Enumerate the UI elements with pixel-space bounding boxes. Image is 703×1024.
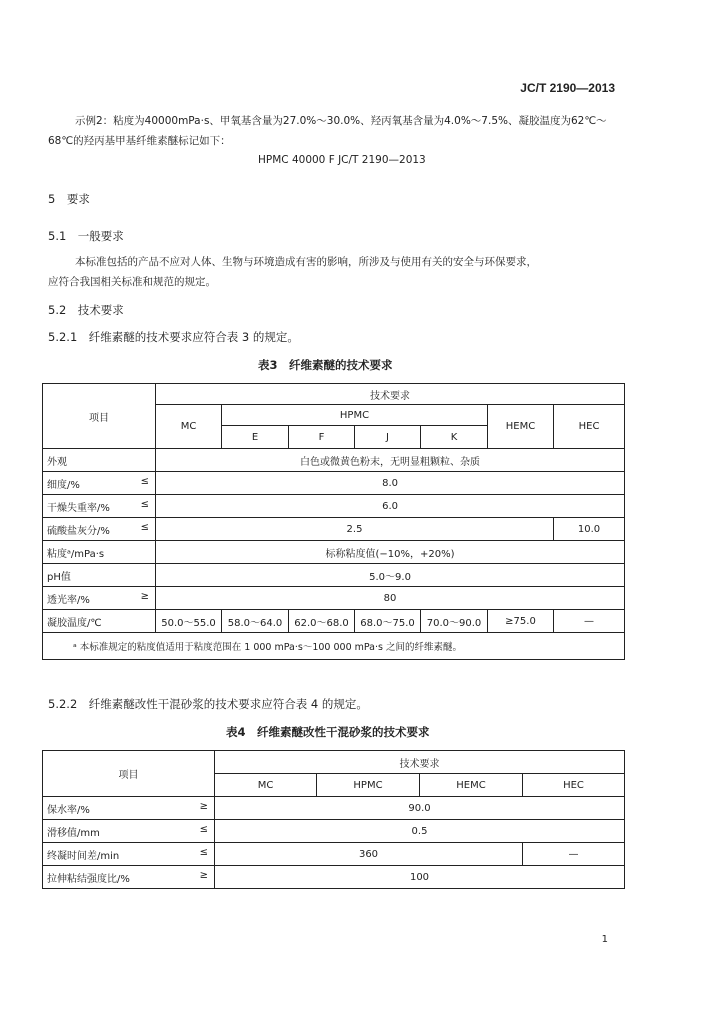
- row-label-slip: 滑移值/mm: [47, 827, 100, 839]
- table-3-header-j: J: [355, 426, 421, 449]
- cell-gel-k: 70.0～90.0: [421, 610, 488, 633]
- table-row: [43, 797, 625, 820]
- symbol-ge: ≥: [199, 800, 208, 812]
- symbol-le: ≤: [140, 498, 149, 510]
- cell-ph: 5.0～9.0: [156, 564, 625, 587]
- cell-gel-mc: 50.0～55.0: [156, 610, 222, 633]
- cell-drying-loss: 6.0: [156, 495, 625, 518]
- cell-transmittance: 80: [156, 587, 625, 610]
- page-number: 1: [601, 934, 608, 945]
- symbol-le: ≤: [140, 521, 149, 533]
- table-4-header-hpmc: HPMC: [317, 774, 420, 797]
- cell-sulfated-ash: 2.5: [156, 518, 554, 541]
- table-3-header-f: F: [289, 426, 355, 449]
- cell-gel-hemc: ≥75.0: [488, 610, 554, 633]
- section-5-2-heading: 5.2 技术要求: [48, 303, 124, 317]
- table-4-header-requirements: 技术要求: [215, 751, 625, 774]
- section-5-1-text-line-1: 本标准包括的产品不应对人体、生物与环境造成有害的影响，所涉及与使用有关的安全与环保要求，: [75, 256, 537, 268]
- row-label-gel-temperature: 凝胶温度/℃: [43, 610, 156, 633]
- standard-code-header: JC/T 2190—2013: [520, 81, 615, 95]
- row-label-water-retention: 保水率/%: [47, 804, 90, 816]
- table-3-header-mc: MC: [156, 405, 222, 449]
- section-5-2-1-text: 5.2.1 纤维素醚的技术要求应符合表 3 的规定。: [48, 330, 299, 344]
- section-5-heading: 5 要求: [48, 192, 90, 206]
- symbol-le: ≤: [199, 823, 208, 835]
- table-4-header-mc: MC: [215, 774, 317, 797]
- table-3-header-hpmc: HPMC: [222, 405, 488, 426]
- example-line-2: 68℃的羟丙基甲基纤维素醚标记如下：: [48, 135, 231, 147]
- row-label-ph: pH值: [43, 564, 156, 587]
- section-5-1-heading: 5.1 一般要求: [48, 229, 124, 243]
- section-5-1-text-line-2: 应符合我国相关标准和规范的规定。: [48, 276, 216, 288]
- table-3-header-requirements: 技术要求: [156, 384, 625, 405]
- symbol-ge: ≥: [199, 869, 208, 881]
- cell-water-retention: 90.0: [215, 797, 625, 820]
- table-3-caption: 表3 纤维素醚的技术要求: [258, 358, 393, 372]
- table-4-header-hemc: HEMC: [420, 774, 523, 797]
- table-3: [42, 383, 625, 660]
- table-4-caption: 表4 纤维素醚改性干混砂浆的技术要求: [226, 725, 430, 739]
- row-label-transmittance: 透光率/%: [47, 594, 90, 606]
- table-row: [43, 866, 625, 889]
- cell-gel-j: 68.0～75.0: [355, 610, 421, 633]
- table-4-header-item: 项目: [43, 751, 215, 797]
- row-label-fineness: 细度/%: [47, 479, 80, 491]
- symbol-ge: ≥: [140, 590, 149, 602]
- row-label-appearance: 外观: [43, 449, 156, 472]
- cell-appearance: 白色或微黄色粉末，无明显粗颗粒、杂质: [156, 449, 625, 472]
- table-4: [42, 750, 625, 889]
- cell-setting-time-hec: —: [523, 843, 625, 866]
- example-line-1: 示例2：粘度为40000mPa·s、甲氧基含量为27.0%～30.0%、羟丙氧基含量为4.0%～7.5%、凝胶温度为62℃～: [75, 115, 607, 127]
- row-label-sulfated-ash: 硫酸盐灰分/%: [47, 525, 110, 537]
- section-5-2-2-text: 5.2.2 纤维素醚改性干混砂浆的技术要求应符合表 4 的规定。: [48, 697, 368, 711]
- table-row: [43, 820, 625, 843]
- table-row: [43, 518, 625, 541]
- table-3-header-k: K: [421, 426, 488, 449]
- symbol-le: ≤: [140, 475, 149, 487]
- table-row: [43, 587, 625, 610]
- cell-slip: 0.5: [215, 820, 625, 843]
- table-row: [43, 449, 625, 472]
- row-label-bond-strength: 拉伸粘结强度比/%: [47, 873, 130, 885]
- table-4-header-hec: HEC: [523, 774, 625, 797]
- cell-gel-e: 58.0～64.0: [222, 610, 289, 633]
- cell-sulfated-ash-hec: 10.0: [554, 518, 625, 541]
- table-3-header-hec: HEC: [554, 405, 625, 449]
- row-label-drying-loss: 干燥失重率/%: [47, 502, 110, 514]
- table-row: [43, 843, 625, 866]
- table-row: [43, 541, 625, 564]
- example-designation: HPMC 40000 F JC/T 2190—2013: [258, 154, 426, 166]
- table-3-header-e: E: [222, 426, 289, 449]
- cell-bond-strength: 100: [215, 866, 625, 889]
- table-row: [43, 564, 625, 587]
- cell-fineness: 8.0: [156, 472, 625, 495]
- table-row: [43, 472, 625, 495]
- table-row: [43, 495, 625, 518]
- cell-gel-hec: —: [554, 610, 625, 633]
- cell-setting-time: 360: [215, 843, 523, 866]
- table-3-footnote: ᵃ 本标准规定的粘度值适用于粘度范围在 1 000 mPa·s～100 000 mPa·s 之间的纤维素醚。: [43, 633, 625, 660]
- cell-viscosity: 标称粘度值(−10%，+20%): [156, 541, 625, 564]
- table-3-header-hemc: HEMC: [488, 405, 554, 449]
- row-label-viscosity: 粘度ᵃ/mPa·s: [43, 541, 156, 564]
- table-row: [43, 610, 625, 633]
- row-label-setting-time: 终凝时间差/min: [47, 850, 120, 862]
- table-3-header-item: 项目: [43, 384, 156, 449]
- symbol-le: ≤: [199, 846, 208, 858]
- cell-gel-f: 62.0～68.0: [289, 610, 355, 633]
